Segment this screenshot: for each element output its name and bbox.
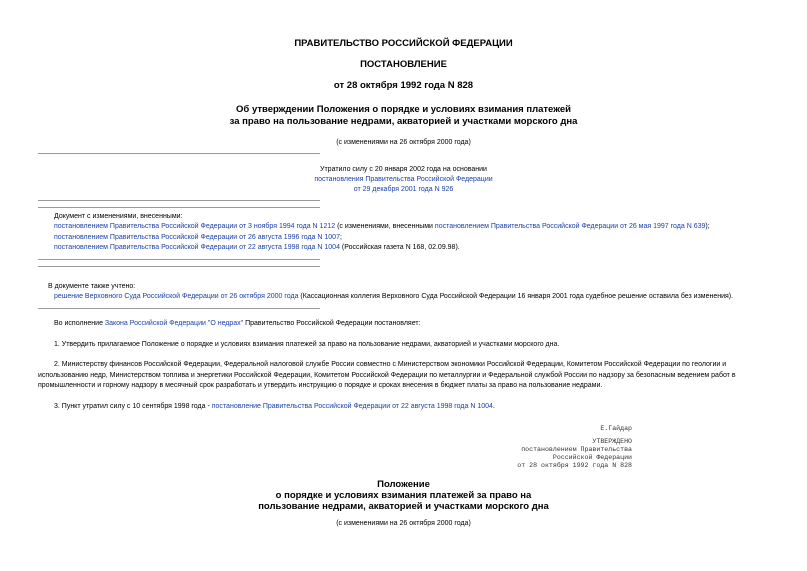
regulation-title: Положение [377, 479, 430, 490]
divider [38, 200, 320, 201]
amendments-line2 [54, 233, 342, 243]
amendment-link-639[interactable]: постановлением Правительства Российской Федерации от 26 мая 1997 года N 639 [434, 223, 706, 230]
document-title-line1: Об утверждении Положения о порядке и условиях взимания платежей [236, 104, 571, 115]
considered-intro: В документе также учтено: [48, 283, 136, 290]
preamble [54, 319, 421, 329]
amendments-line1 [54, 222, 710, 232]
preamble-text: Правительство Российской Федерации постановляет: [243, 320, 421, 327]
divider [38, 259, 320, 260]
resolution-1004-link[interactable]: постановление Правительства Российской Федерации от 22 августа 1998 года N 1004 [211, 403, 493, 410]
preamble-text: Во исполнение [54, 320, 105, 327]
amendments-line3 [54, 243, 460, 253]
approved-line4: от 28 октября 1992 года N 828 [517, 462, 632, 469]
amendment-text: ); [705, 223, 710, 230]
signature: Е.Гайдар [600, 425, 632, 432]
item-3 [54, 402, 495, 412]
divider [38, 266, 320, 267]
approved-line1: УТВЕРЖДЕНО [592, 438, 632, 445]
approved-line2: постановлением Правительства [521, 446, 632, 453]
supreme-court-decision-link[interactable]: решение Верховного Суда Российской Федерации от 26 октября 2000 года [54, 293, 299, 300]
approved-line3: Российской Федерации [552, 454, 632, 461]
document-type: ПОСТАНОВЛЕНИЕ [360, 59, 447, 70]
item-3-text: 3. Пункт утратил силу с 10 сентября 1998 года - [54, 403, 212, 410]
amendment-text: (с изменениями, внесенными [335, 223, 435, 230]
item-3-text: . [492, 403, 495, 410]
regulation-subtitle-line1: о порядке и условиях взимания платежей за право на [275, 490, 532, 501]
amendment-link-1004[interactable]: постановлением Правительства Российской Федерации от 22 августа 1998 года N 1004 [54, 244, 340, 251]
amendment-text: (Российская газета N 168, 02.09.98). [339, 244, 460, 251]
law-on-subsoil-link[interactable]: Закона Российской Федерации "О недрах" [104, 320, 244, 327]
document-title-line2: за право на пользование недрами, акваторией и участками морского дна [229, 116, 578, 127]
amendment-link-1007[interactable]: постановлением Правительства Российской Федерации от 26 августа 1996 года N 1007 [54, 234, 340, 241]
regulation-changes-note: (с изменениями на 26 октября 2000 года) [336, 520, 471, 527]
amendments-intro: Документ с изменениями, внесенными: [54, 213, 183, 220]
divider [38, 207, 320, 208]
item-2: 2. Министерству финансов Российской Федерации, Федеральной налоговой службе России совместно с Министерством экономики Российской Федерации, Комитетом Российской Федерации по геологии и использованию недр, Министерством топлива и энергетики Российской Федерации, Комитетом Российской Федерации по металлургии и Федеральной службой России по надзору за безопасным ведением работ в промышленности и горному надзору в месячный срок разработать и утвердить инструкцию о порядке и сроках внесения в бюджет платы за право на пользование недрами. [38, 361, 736, 389]
amendment-text: ; [339, 234, 342, 241]
regulation-subtitle-line2: пользование недрами, акваторией и участками морского дна [258, 501, 549, 512]
invalidated-link-line1[interactable]: постановления Правительства Российской Федерации [314, 176, 493, 183]
divider [38, 308, 320, 309]
divider [38, 153, 320, 154]
invalidated-link-line2[interactable]: от 29 декабря 2001 года N 926 [353, 186, 454, 193]
considered-text: (Кассационная коллегия Верховного Суда Российской Федерации 16 января 2001 года судебное решение оставила без изменения). [298, 293, 734, 300]
government-heading: ПРАВИТЕЛЬСТВО РОССИЙСКОЙ ФЕДЕРАЦИИ [294, 38, 513, 49]
item-1: 1. Утвердить прилагаемое Положение о порядке и условиях взимания платежей за право на пользование недрами, акваторией и участками морского дна. [54, 341, 560, 348]
changes-note: (с изменениями на 26 октября 2000 года) [336, 139, 471, 146]
considered-line [54, 292, 733, 302]
invalidated-text: Утратило силу с 20 января 2002 года на основании [320, 166, 487, 173]
document-date-number: от 28 октября 1992 года N 828 [333, 80, 474, 91]
amendment-link-1212[interactable]: постановлением Правительства Российской Федерации от 3 ноября 1994 года N 1212 [54, 223, 336, 230]
